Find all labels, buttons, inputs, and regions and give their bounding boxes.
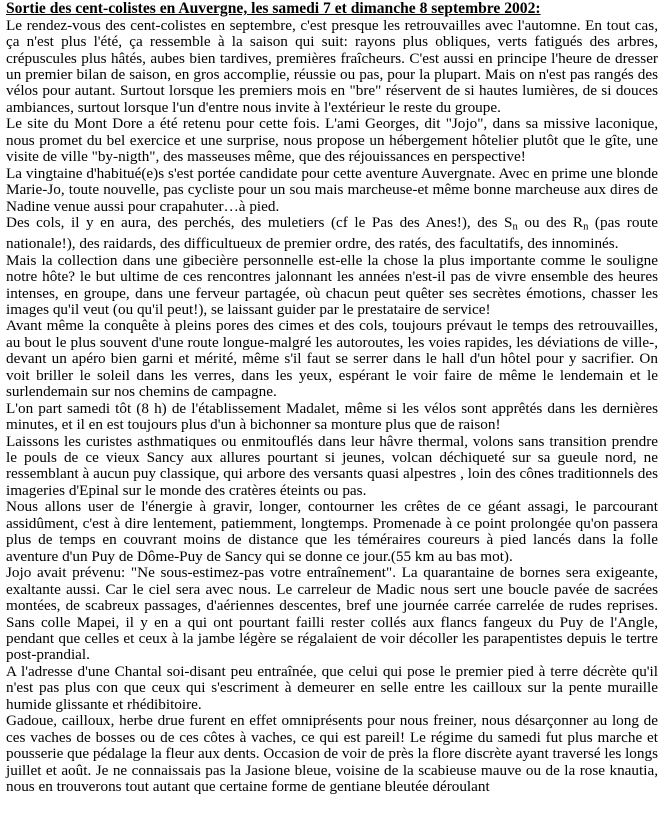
cols-text-2: ou des R [517, 214, 584, 232]
paragraph-participants: La vingtaine d'habitué(e)s s'est portée candidate pour cette aventure Auvergnate. Avec en prime une blonde Marie-Jo, toute nouvelle, pas cycliste pour un sou mais marcheuse-et même bonne marcheuse aux dires de Nadine venue aussi pour crapahuter…à pied. [6, 164, 658, 215]
paragraph-chantal: A l'adresse d'une Chantal soi-disant peu entraînée, que celui qui pose le premier pied à terre décrète qu'il n'est pas plus con que ceux qui s'escriment à demeurer en selle entre les cailloux sur la pente muraille humide glissante et rhédibitoire. [6, 662, 658, 713]
paragraph-mont-dore: Le site du Mont Dore a été retenu pour cette fois. L'ami Georges, dit "Jojo", dans sa missive laconique, nous promet du bel exercice et une surprise, nous propose un hébergement hôtelier plutôt que le gîte, une visite de ville "by-nigth", des masseuses même, que des réjouissances en perspective! [6, 115, 658, 166]
paragraph-energie: Nous allons user de l'énergie à gravir, longer, contourner les crêtes de ce géant assagi, le parcourant assidûment, c'est à dire lentement, patiemment, longtemps. Promenade à ce point prolongée qu'on passera plus de temps en couvrant moins de distance que les téméraires coureurs à pied lancés dans la folle aventure d'un Puy de Dôme-Puy de Sancy qui se donne ce jour.(55 km au bas mot). [6, 498, 658, 565]
cols-text-3: (pas route nationale!), des raidards, des difficultueux de premier ordre, des ratés, des facultatifs, des innominés. [6, 214, 659, 253]
cols-subscript-1: n [512, 221, 518, 233]
paragraph-gadoue: Gadoue, cailloux, herbe drue furent en effet omniprésents pour nous freiner, nous désarçonner au long de ces vaches de bosses ou de ces côtes à vaches, ce qui est pareil! Le régime du samedi fut plus marche et pousserie que pédalage la fleur aux dents. Occasion de voir de près la flore discrète ayant traversé les longs juillet et août. Je ne connaissais pas la Jasione bleue, voisine de la scabieuse mauve ou de la rose knautia, nous en trouverons tout autant que certaine forme de gentiane bleutée déroulant [6, 712, 658, 796]
paragraph-depart: L'on part samedi tôt (8 h) de l'établissement Madalet, même si les vélos sont apprêtés dans les dernières minutes, et il en est toujours plus d'un à bichonner sa monture plus que de raison! [6, 399, 658, 434]
cols-text-1: Des cols, il y en aura, des perchés, des muletiers (cf le Pas des Anes!), des S [6, 214, 513, 232]
paragraph-intro: Le rendez-vous des cent-colistes en septembre, c'est presque les retrouvailles avec l'automne. En tout cas, ça n'est plus l'été, ça ressemble à la saison qui suit: rayons plus obliques, verts fatigués des arbres, crépuscules plus hâtés, aubes bien tardives, premières fraîcheurs. C'est aussi en principe l'heure de dresser un premier bilan de saison, en gros accomplie, réussie ou pas, pour la plupart. Mais on n'est pas rangés des vélos pour autant. Surtout lorsque les premiers mois en "bre" réservent de si hautes lumières, de si douces ambiances, surtout lorsque l'un d'entre nous invite à l'extérieur le reste du groupe. [6, 16, 658, 116]
paragraph-collection: Mais la collection dans une gibecière personnelle est-elle la chose la plus importante comme le souligne notre hôte? le but ultime de ces rencontres jalonnant les années n'est-il pas de vivre ensemble des heures intenses, en groupe, dans une ferveur partagée, où chacun peut quêter ses secrètes émotions, chasser les images qu'il veut (ou qu'il peut!), se laissant guider par le prestataire de service! [6, 251, 658, 318]
cols-subscript-2: n [583, 221, 589, 233]
paragraph-jojo: Jojo avait prévenu: "Ne sous-estimez-pas votre entraînement". La quarantaine de bornes sera exigeante, exaltante aussi. Car le ciel sera avec nous. Le carreleur de Madic nous sert une boucle pavée de sacrées montées, de scabreux passages, d'aériennes descentes, bref une journée carrée carrelée de rudes reprises. Sans colle Mapei, il y en a qui ont pourtant failli rester collés aux flancs fangeux du Puy de l'Angle, pendant que celles et ceux à la jambe légère se régalaient de voir décoller les parapentistes depuis le tertre post-prandial. [6, 564, 658, 664]
document-title: Sortie des cent-colistes en Auvergne, les samedi 7 et dimanche 8 septembre 2002: [6, 0, 541, 17]
paragraph-retrouvailles: Avant même la conquête à pleins pores des cimes et des cols, toujours prévaut le temps des retrouvailles, au bout le plus souvent d'une route longue-malgré les autoroutes, les voies rapides, les déviations de ville-, devant un apéro bien garni et mérité, même s'il faut se serrer dans le hall d'un hôtel pour y sacrifier. On voit briller le soleil dans les verres, dans les yeux, espérant le voir faire de même le lendemain et le surlendemain sur nos chemins de campagne. [6, 317, 658, 401]
paragraph-cols [6, 215, 658, 253]
paragraph-sancy: Laissons les curistes asthmatiques ou enmitouflés dans leur hâvre thermal, volons sans transition prendre le pouls de ce vieux Sancy aux allures pourtant si jeunes, volcan déchiqueté sur sa gueule nord, ne ressemblant à aucun puy classique, qui arbore des versants quasi alpestres , loin des cônes traditionnels des imageries d'Epinal sur le monde des cratères éteints ou pas. [6, 432, 658, 499]
